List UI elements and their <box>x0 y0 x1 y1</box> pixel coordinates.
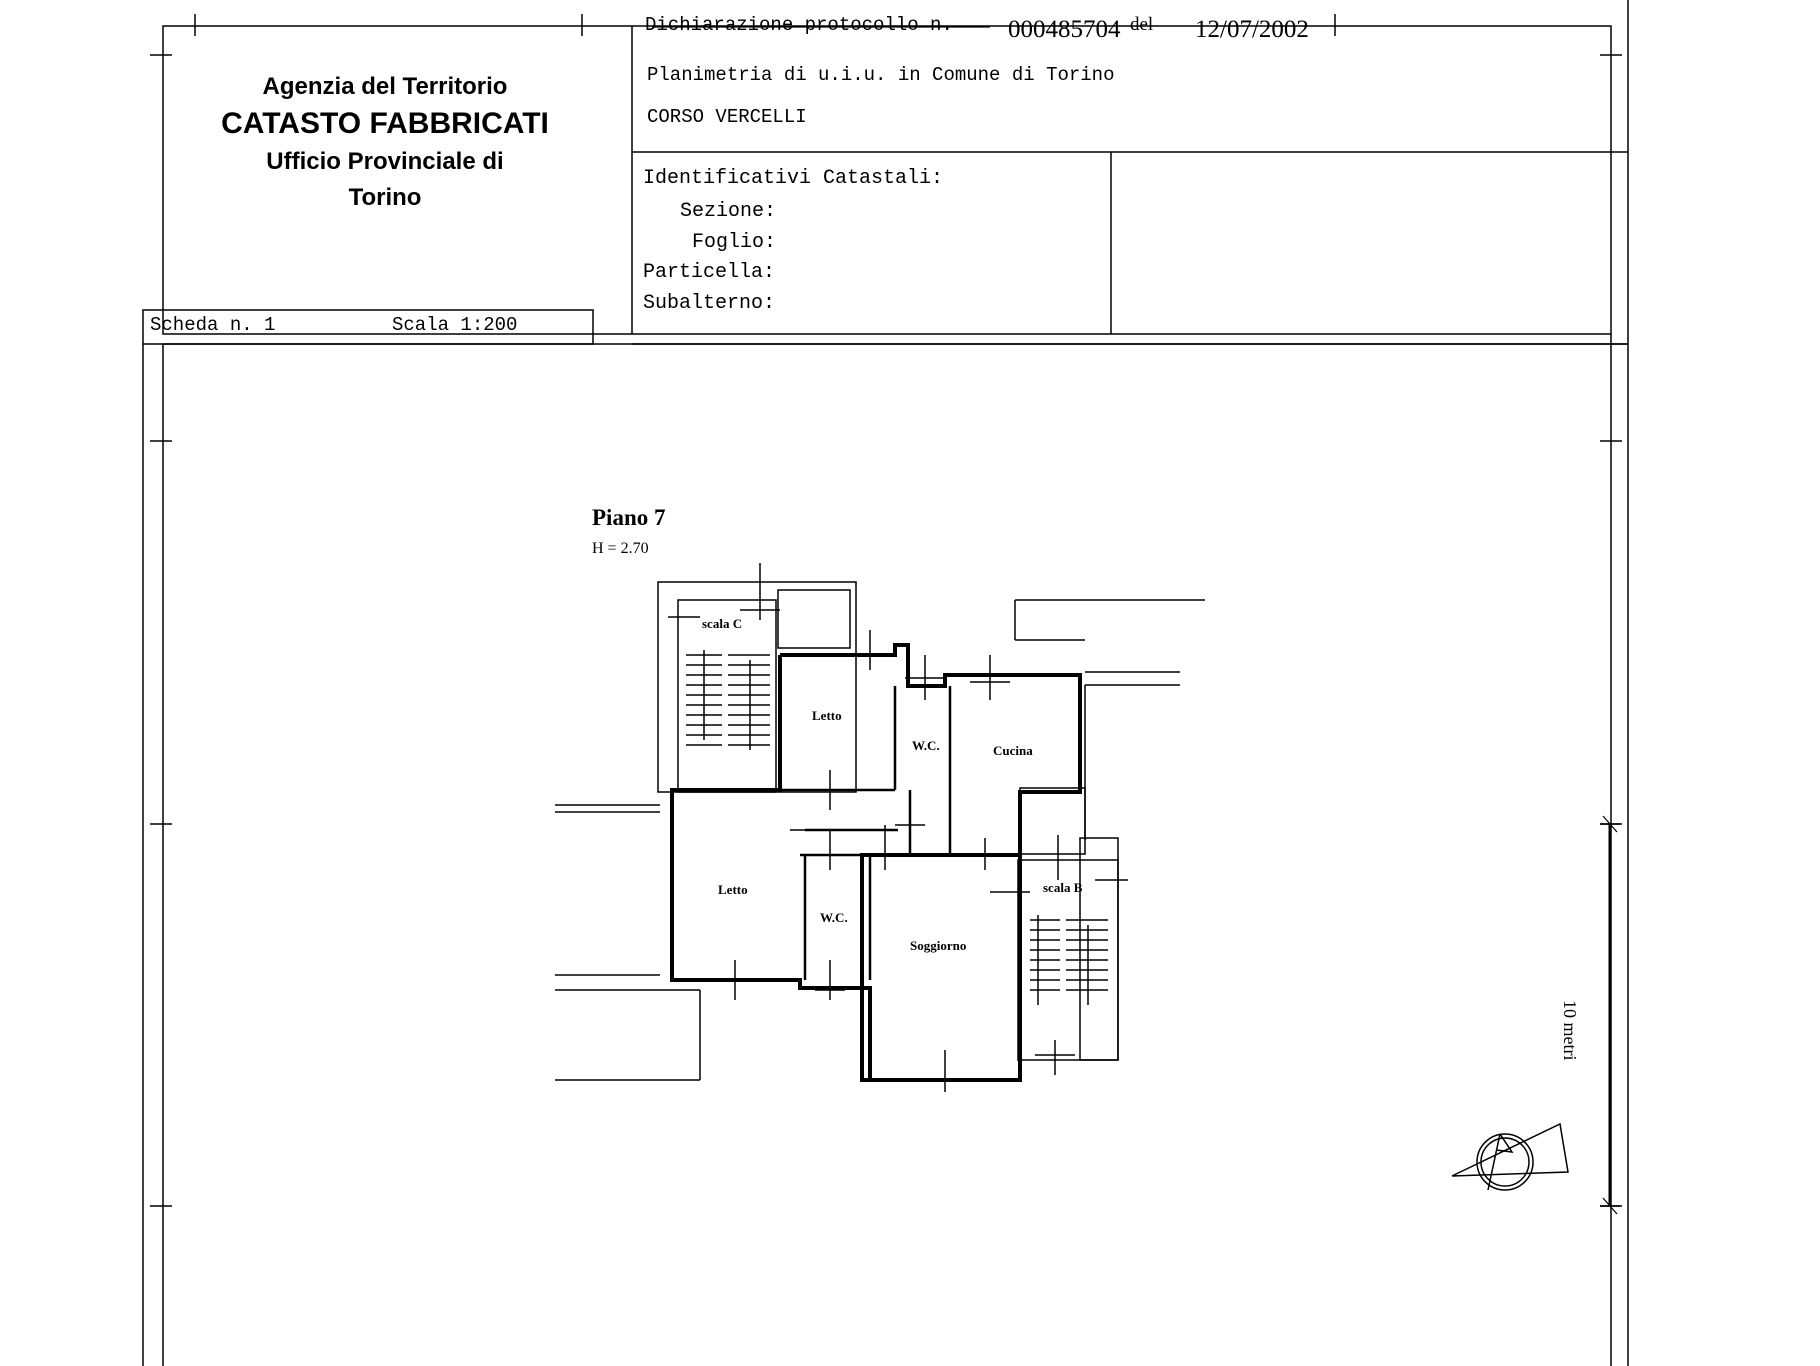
room-label-cucina: Cucina <box>993 743 1033 758</box>
room-label-letto: Letto <box>812 708 842 723</box>
plan-title: Planimetria di u.i.u. in Comune di Torino <box>647 64 1115 86</box>
room-label-wc: W.C. <box>912 738 940 753</box>
room-label-soggiorno: Soggiorno <box>910 938 967 953</box>
floor-height: H = 2.70 <box>592 540 649 557</box>
room-label-scala-b: scala B <box>1043 880 1083 895</box>
room-label-scala-c: scala C <box>702 616 743 631</box>
declaration-label: Dichiarazione protocollo n. <box>645 14 953 36</box>
scala-label: Scala 1:200 <box>392 314 518 336</box>
sezione-label: Sezione: <box>680 200 777 223</box>
identifiers-heading: Identificativi Catastali: <box>643 167 944 190</box>
particella-label: Particella: <box>643 261 776 284</box>
floor-plan <box>555 563 1205 1092</box>
room-label-letto: Letto <box>718 882 748 897</box>
scale-bar <box>1600 816 1620 1214</box>
scale-bar-label: 10 metri <box>1560 1000 1580 1061</box>
office-block <box>160 70 610 216</box>
declaration-date: 12/07/2002 <box>1195 16 1309 43</box>
office-city: Torino <box>348 184 422 211</box>
room-label-wc: W.C. <box>820 910 848 925</box>
subalterno-label: Subalterno: <box>643 292 776 315</box>
office-label: Ufficio Provinciale di <box>266 148 504 175</box>
foglio-label: Foglio: <box>692 231 777 254</box>
address: CORSO VERCELLI <box>647 106 807 128</box>
north-arrow-icon <box>1452 1124 1568 1190</box>
floor-label: Piano 7 <box>592 505 666 530</box>
catasto-title: CATASTO FABBRICATI <box>221 107 549 140</box>
agency-name: Agenzia del Territorio <box>262 73 508 100</box>
scheda-label: Scheda n. 1 <box>150 314 276 336</box>
protocol-number: 000485704 <box>1008 16 1121 43</box>
del-label: del <box>1130 14 1154 35</box>
